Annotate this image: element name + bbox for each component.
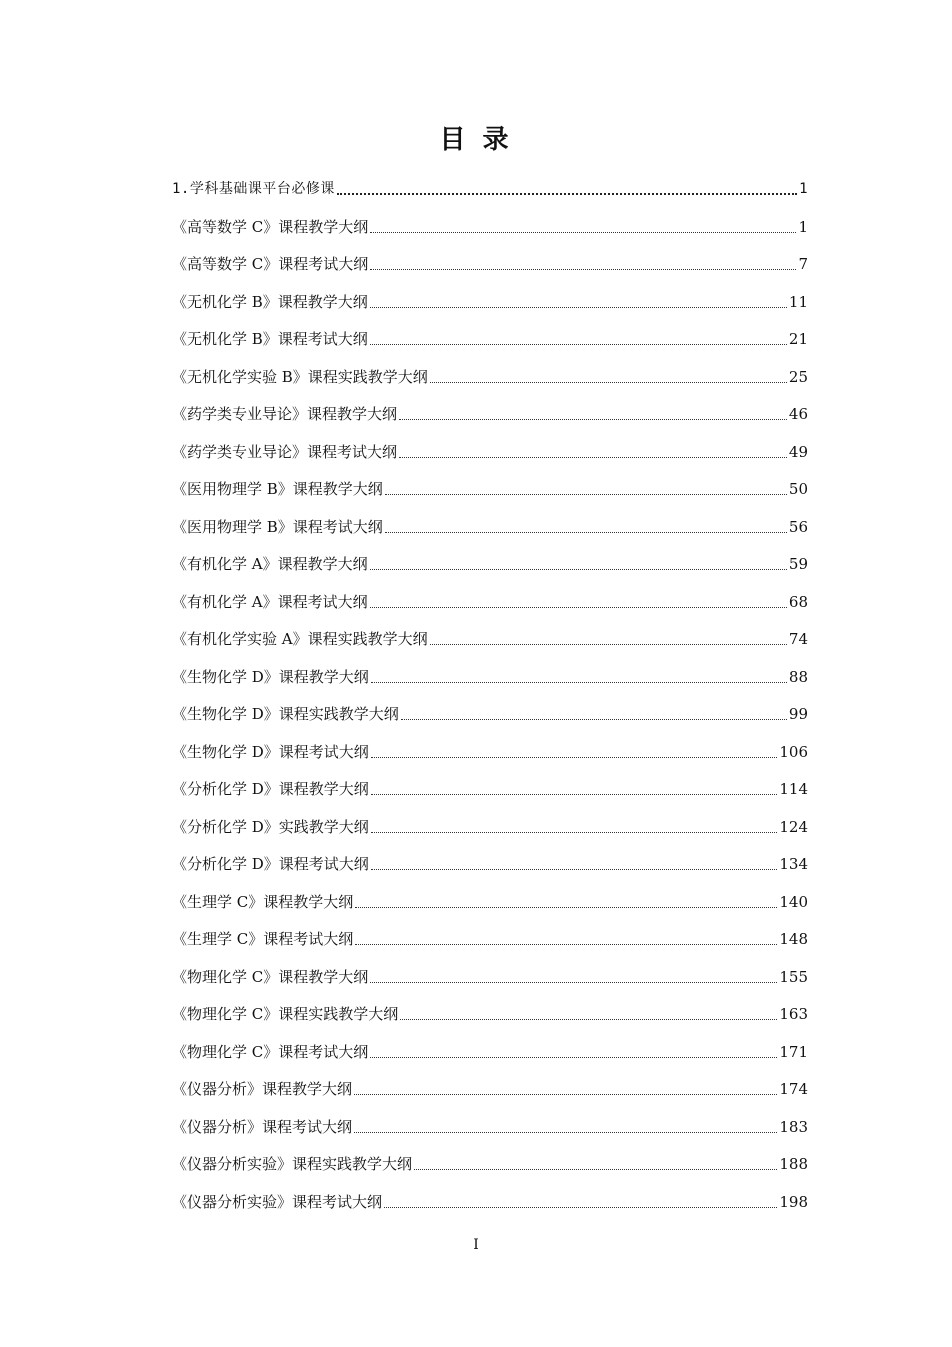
toc-entry-page: 74 <box>788 630 808 648</box>
toc-entry-page: 134 <box>779 855 808 873</box>
toc-leader-dots <box>400 1019 777 1020</box>
toc-entry-label: 《仪器分析实验》课程实践教学大纲 <box>172 1155 413 1173</box>
toc-entry-label: 《生理学 C》课程教学大纲 <box>172 892 354 911</box>
toc-entry-label: 《医用物理学 B》课程考试大纲 <box>172 517 383 536</box>
toc-entry-page: 46 <box>788 405 808 423</box>
toc-entry-row[interactable] <box>172 200 808 238</box>
toc-entry-row[interactable] <box>172 875 808 913</box>
toc-entry-label: 《有机化学 A》课程教学大纲 <box>172 555 368 573</box>
toc-entry-row[interactable] <box>172 1063 808 1101</box>
toc-entry-page: 21 <box>788 330 808 348</box>
toc-entry-label: 《分析化学 D》实践教学大纲 <box>172 817 369 836</box>
toc-leader-dots <box>370 1057 777 1058</box>
toc-entry-row[interactable] <box>172 800 808 838</box>
toc-entry-row[interactable] <box>172 388 808 426</box>
toc-entry-page: 171 <box>779 1042 808 1061</box>
toc-entry-row[interactable] <box>172 238 808 276</box>
toc-entry-label: 《药学类专业导论》课程教学大纲 <box>172 405 398 423</box>
toc-entry-label: 《有机化学 A》课程考试大纲 <box>172 592 368 611</box>
toc-entry-row[interactable] <box>172 313 808 351</box>
toc-leader-dots <box>371 682 787 683</box>
toc-entry-page: 99 <box>788 705 808 723</box>
toc-entry-row[interactable] <box>172 950 808 988</box>
toc-entry-row[interactable] <box>172 1025 808 1063</box>
toc-leader-dots <box>370 232 796 233</box>
toc-entry-page: 198 <box>779 1192 808 1211</box>
toc-entry-row[interactable] <box>172 688 808 726</box>
toc-entry-page: 163 <box>779 1005 808 1023</box>
toc-entry-page: 106 <box>779 742 808 761</box>
toc-entry-page: 59 <box>788 555 808 573</box>
toc-entry-row[interactable] <box>172 763 808 801</box>
toc-entry-row[interactable] <box>172 650 808 688</box>
toc-entry-label: 《物理化学 C》课程实践教学大纲 <box>172 1005 399 1023</box>
toc-entry-page: 148 <box>779 930 808 948</box>
document-title: 目 录 <box>439 125 513 155</box>
toc-entry-page: 155 <box>779 967 808 986</box>
toc-entry-label: 《药学类专业导论》课程考试大纲 <box>172 442 398 461</box>
toc-leader-dots <box>399 419 787 420</box>
toc-leader-dots <box>355 944 777 945</box>
toc-entry-row[interactable] <box>172 575 808 613</box>
toc-leader-dots <box>430 382 787 383</box>
toc-section-label: 1.学科基础课平台必修课 <box>172 181 335 197</box>
toc-entry-row[interactable] <box>172 613 808 651</box>
toc-entry-label: 《无机化学 B》课程考试大纲 <box>172 330 368 348</box>
table-of-contents <box>172 166 808 1213</box>
toc-leader-dots <box>337 193 797 195</box>
toc-entry-label: 《无机化学 B》课程教学大纲 <box>172 292 368 311</box>
toc-leader-dots <box>414 1169 777 1170</box>
toc-leader-dots <box>370 307 787 308</box>
toc-entry-row[interactable] <box>172 988 808 1026</box>
toc-entry-page: 183 <box>779 1117 808 1136</box>
toc-entry-page: 88 <box>788 667 808 686</box>
toc-entry-page: 49 <box>788 442 808 461</box>
toc-entry-row[interactable] <box>172 425 808 463</box>
toc-entry-page: 56 <box>788 517 808 536</box>
toc-entry-label: 《生物化学 D》课程考试大纲 <box>172 742 369 761</box>
toc-entry-label: 《分析化学 D》课程考试大纲 <box>172 855 369 873</box>
toc-entry-page: 188 <box>779 1155 808 1173</box>
toc-entry-row[interactable] <box>172 538 808 576</box>
toc-entry-page: 124 <box>779 817 808 836</box>
toc-entry-page: 114 <box>779 780 808 798</box>
toc-entry-label: 《高等数学 C》课程考试大纲 <box>172 255 369 273</box>
toc-leader-dots <box>399 457 787 458</box>
toc-entry-row[interactable] <box>172 1100 808 1138</box>
toc-entry-page: 1 <box>798 217 808 236</box>
toc-entry-row[interactable] <box>172 838 808 876</box>
toc-leader-dots <box>430 644 787 645</box>
toc-leader-dots <box>354 1094 777 1095</box>
toc-leader-dots <box>385 494 787 495</box>
toc-leader-dots <box>370 607 787 608</box>
toc-entry-label: 《医用物理学 B》课程教学大纲 <box>172 480 383 498</box>
toc-entry-label: 《高等数学 C》课程教学大纲 <box>172 217 369 236</box>
toc-entry-label: 《有机化学实验 A》课程实践教学大纲 <box>172 630 428 648</box>
toc-entry-row[interactable] <box>172 913 808 951</box>
toc-entry-row[interactable] <box>172 275 808 313</box>
toc-entry-label: 《物理化学 C》课程考试大纲 <box>172 1042 369 1061</box>
toc-entry-label: 《物理化学 C》课程教学大纲 <box>172 967 369 986</box>
toc-entry-label: 《仪器分析实验》课程考试大纲 <box>172 1192 383 1211</box>
toc-entry-row[interactable] <box>172 463 808 501</box>
toc-leader-dots <box>371 794 778 795</box>
toc-leader-dots <box>354 1132 777 1133</box>
toc-leader-dots <box>385 532 787 533</box>
toc-leader-dots <box>371 832 778 833</box>
toc-entry-row[interactable] <box>172 350 808 388</box>
toc-entry-label: 《生理学 C》课程考试大纲 <box>172 930 354 948</box>
toc-entry-row[interactable] <box>172 725 808 763</box>
toc-entry-label: 《无机化学实验 B》课程实践教学大纲 <box>172 367 428 386</box>
toc-leader-dots <box>370 982 777 983</box>
toc-entry-row[interactable] <box>172 1138 808 1176</box>
toc-leader-dots <box>371 869 778 870</box>
toc-entry-page: 174 <box>779 1080 808 1098</box>
toc-entry-label: 《仪器分析》课程考试大纲 <box>172 1117 353 1136</box>
toc-entry-label: 《生物化学 D》课程实践教学大纲 <box>172 705 399 723</box>
toc-entry-page: 68 <box>788 592 808 611</box>
toc-leader-dots <box>401 719 787 720</box>
toc-leader-dots <box>355 907 777 908</box>
toc-entry-label: 《仪器分析》课程教学大纲 <box>172 1080 353 1098</box>
toc-entry-label: 《生物化学 D》课程教学大纲 <box>172 667 369 686</box>
toc-leader-dots <box>384 1207 777 1208</box>
toc-entry-page: 140 <box>779 892 808 911</box>
toc-entry-row[interactable] <box>172 1175 808 1213</box>
toc-entry-page: 25 <box>788 367 808 386</box>
toc-entry-page: 11 <box>788 292 808 311</box>
toc-section-page: 1 <box>799 181 808 197</box>
toc-entry-label: 《分析化学 D》课程教学大纲 <box>172 780 369 798</box>
toc-entry-page: 50 <box>788 480 808 498</box>
toc-leader-dots <box>370 569 787 570</box>
toc-leader-dots <box>370 344 787 345</box>
toc-section-row[interactable] <box>172 166 808 200</box>
toc-entry-row[interactable] <box>172 500 808 538</box>
toc-leader-dots <box>370 269 796 270</box>
page-number-footer: I <box>473 1237 479 1253</box>
toc-leader-dots <box>371 757 778 758</box>
toc-entry-page: 7 <box>798 255 808 273</box>
